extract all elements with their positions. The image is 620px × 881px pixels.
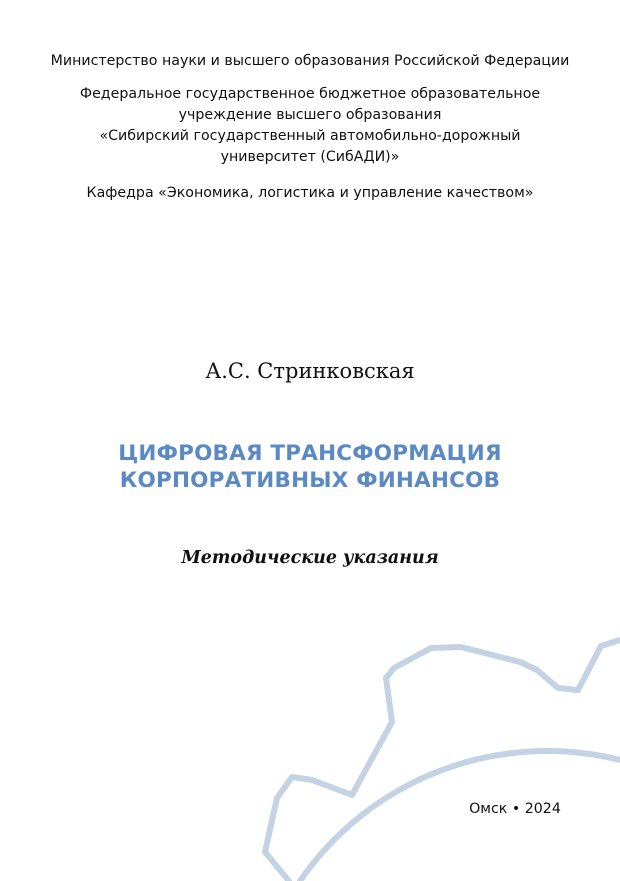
city-year: Омск • 2024 <box>469 801 561 817</box>
institution-name <box>0 84 620 168</box>
institution-line: Федеральное государственное бюджетное образовательное <box>79 86 541 102</box>
gear-outer-contour <box>265 640 620 881</box>
ministry-name: Министерство науки и высшего образования Российской Федерации <box>50 53 570 69</box>
author-name: А.С. Стринковская <box>205 359 415 383</box>
institution-line: «Сибирский государственный автомобильно-дорожный <box>99 128 521 144</box>
title-line: КОРПОРАТИВНЫХ ФИНАНСОВ <box>119 468 501 493</box>
institution-line: учреждение высшего образования <box>178 107 442 123</box>
institution-line: университет (СибАДИ)» <box>220 149 400 165</box>
document-subtitle: Методические указания <box>181 548 439 568</box>
department-name: Кафедра «Экономика, логистика и управление качеством» <box>86 185 534 201</box>
title-line: ЦИФРОВАЯ ТРАНСФОРМАЦИЯ <box>118 441 502 466</box>
document-title <box>0 440 620 494</box>
